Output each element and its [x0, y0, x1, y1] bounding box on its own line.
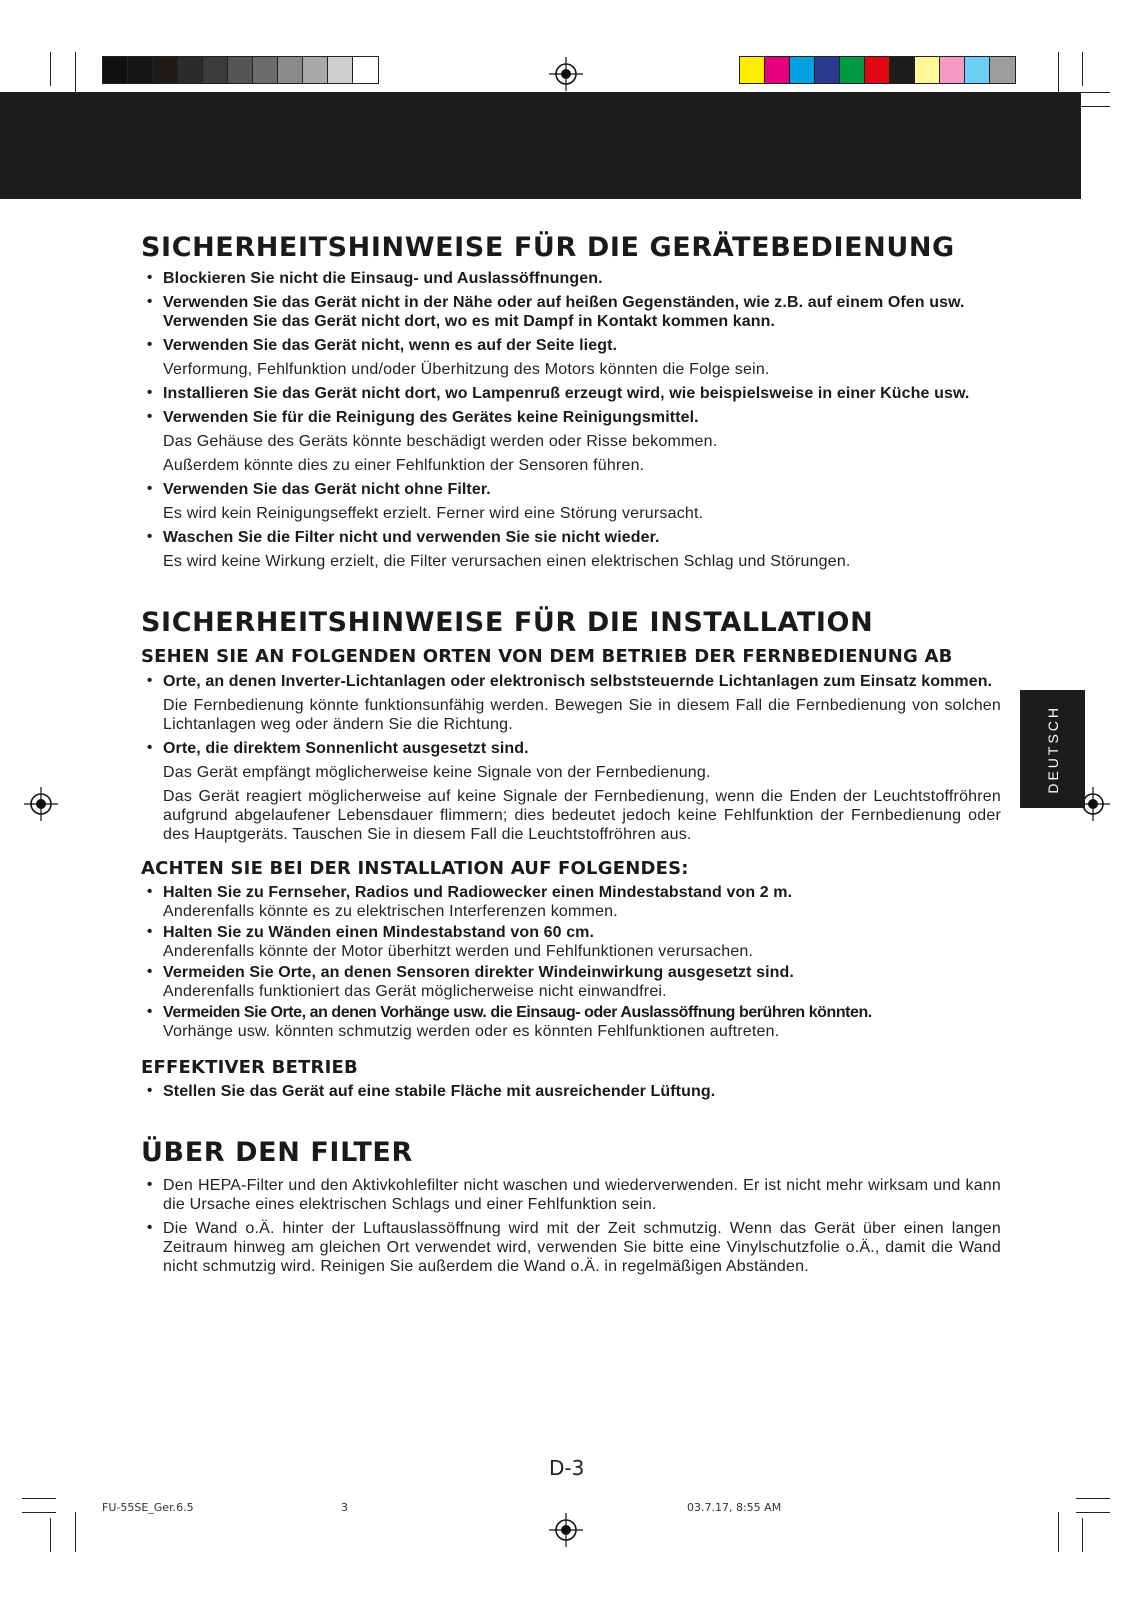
list-item: • Die Wand o.Ä. hinter der Luftauslassöffnung wird mit der Zeit schmutzig. Wenn das Gerät über einen langen Zeitraum hinweg am gleichen Ort verwendet wird, verwenden Sie bitte eine Vinylschutzfolie o.Ä., damit die Wand nicht schmutzig wird. Reinigen Sie außerdem die Wand o.Ä. in regelmäßigen Abständen. [147, 1219, 1001, 1275]
list-item: • Verwenden Sie das Gerät nicht, wenn es auf der Seite liegt. Verformung, Fehlfunktion und/oder Überhitzung des Motors könnten die Folge sein. [147, 336, 770, 378]
page-number: D-3 [549, 1456, 585, 1480]
list-item: • Verwenden Sie das Gerät nicht in der Nähe oder auf heißen Gegenständen, wie z.B. auf einem Ofen usw. Verwenden Sie das Gerät nicht dort, wo es mit Dampf in Kontakt kommen kann. [147, 293, 965, 330]
list-item: • Vermeiden Sie Orte, an denen Vorhänge usw. die Einsaug- oder Auslassöffnung berühren könnten. Vorhänge usw. könnten schmutzig werden oder es könnten Fehlfunktionen auftreten. [147, 1003, 872, 1040]
bullet: • [147, 672, 153, 689]
grayscale-swatch [178, 57, 203, 83]
list-item: • Halten Sie zu Wänden einen Mindestabstand von 60 cm. Anderenfalls könnte der Motor überhitzt werden und Fehlfunktionen verursachen. [147, 923, 754, 960]
list-item: • Verwenden Sie das Gerät nicht ohne Filter. Es wird kein Reinigungseffekt erzielt. Ferner wird eine Störung verursacht. [147, 480, 704, 522]
effective-operation-list [141, 1082, 1001, 1101]
list-item: • Stellen Sie das Gerät auf eine stabile Fläche mit ausreichender Lüftung. [147, 1082, 716, 1100]
crosshair-target-icon [24, 787, 58, 821]
grayscale-swatch [103, 57, 128, 83]
list-item: • Orte, an denen Inverter-Lichtanlagen oder elektronisch selbststeuernde Lichtanlagen zum Einsatz kommen. Die Fernbedienung könnte funktionsunfähig werden. Bewegen Sie in diesem Fall die Fernbedienung von solchen Lichtanlagen weg oder ändern Sie die Richtung. [147, 672, 1001, 733]
language-tab-label: DEUTSCH [1044, 704, 1061, 794]
bullet: • [147, 336, 153, 353]
list-item: • Den HEPA-Filter und den Aktivkohlefilter nicht waschen und wiederverwenden. Er ist nicht mehr wirksam und kann die Ursache eines elektrischen Schlags und einer Fehlfunktion sein. [147, 1176, 1001, 1213]
grayscale-swatch [228, 57, 253, 83]
operation-safety-list [141, 269, 1001, 571]
color-swatch [765, 57, 790, 83]
list-item: • Blockieren Sie nicht die Einsaug- und Auslassöffnungen. [147, 269, 603, 287]
grayscale-swatch [153, 57, 178, 83]
grayscale-swatch [278, 57, 303, 83]
color-calibration-bar [739, 56, 1016, 84]
grayscale-calibration-bar [102, 56, 379, 84]
bullet: • [147, 1082, 153, 1099]
grayscale-swatch [303, 57, 328, 83]
bullet: • [147, 1003, 153, 1020]
bullet: • [147, 963, 153, 980]
bullet: • [147, 1219, 153, 1236]
footer-datetime: 03.7.17, 8:55 AM [687, 1501, 782, 1514]
color-swatch [890, 57, 915, 83]
color-swatch [790, 57, 815, 83]
filter-list [141, 1176, 1001, 1276]
color-swatch [965, 57, 990, 83]
subsection-title-remote-control: SEHEN SIE AN FOLGENDEN ORTEN VON DEM BETRIEB DER FERNBEDIENUNG AB [141, 646, 953, 667]
subsection-title-effective-operation: EFFEKTIVER BETRIEB [141, 1057, 358, 1078]
color-swatch [940, 57, 965, 83]
grayscale-swatch [203, 57, 228, 83]
section-title-operation-safety: SICHERHEITSHINWEISE FÜR DIE GERÄTEBEDIENUNG [141, 232, 955, 263]
bullet: • [147, 883, 153, 900]
footer-page: 3 [341, 1501, 348, 1514]
installation-list [141, 883, 1001, 1041]
header-band [0, 92, 1081, 199]
language-tab [1020, 690, 1085, 808]
color-swatch [815, 57, 840, 83]
list-item: • Vermeiden Sie Orte, an denen Sensoren direkter Windeinwirkung ausgesetzt sind. Anderenfalls funktioniert das Gerät möglicherweise nicht einwandfrei. [147, 963, 794, 1000]
list-item: • Orte, die direktem Sonnenlicht ausgesetzt sind. Das Gerät empfängt möglicherweise keine Signale von der Fernbedienung. Das Gerät reagiert möglicherweise auf keine Signale der Fernbedienung, wenn die Enden der Leuchtstoffröhren aufgrund abgelaufener Lebensdauer flimmern; dies bedeutet jedoch keine Fehlfunktion der Fernbedienung oder des Hauptgeräts. Tauschen Sie in diesem Fall die Leuchtstoffröhren aus. [147, 739, 1001, 843]
color-swatch [840, 57, 865, 83]
color-swatch [865, 57, 890, 83]
bullet: • [147, 480, 153, 497]
crosshair-target-icon [549, 1513, 583, 1547]
grayscale-swatch [328, 57, 353, 83]
bullet: • [147, 408, 153, 425]
bullet: • [147, 384, 153, 401]
color-swatch [740, 57, 765, 83]
list-item: • Halten Sie zu Fernseher, Radios und Radiowecker einen Mindestabstand von 2 m. Anderenfalls könnte es zu elektrischen Interferenzen kommen. [147, 883, 793, 920]
list-item: • Installieren Sie das Gerät nicht dort, wo Lampenruß erzeugt wird, wie beispielsweise in einer Küche usw. [147, 384, 970, 402]
bullet: • [147, 269, 153, 286]
list-item: • Verwenden Sie für die Reinigung des Gerätes keine Reinigungsmittel. Das Gehäuse des Geräts könnte beschädigt werden oder Risse bekommen. Außerdem könnte dies zu einer Fehlfunktion der Sensoren führen. [147, 408, 718, 474]
bullet: • [147, 528, 153, 545]
grayscale-swatch [128, 57, 153, 83]
color-swatch [915, 57, 940, 83]
section-title-filter: ÜBER DEN FILTER [141, 1137, 413, 1168]
grayscale-swatch [253, 57, 278, 83]
bullet: • [147, 739, 153, 756]
bullet: • [147, 923, 153, 940]
bullet: • [147, 1176, 153, 1193]
grayscale-swatch [353, 57, 378, 83]
bullet: • [147, 293, 153, 310]
list-item: • Waschen Sie die Filter nicht und verwenden Sie sie nicht wieder. Es wird keine Wirkung erzielt, die Filter verursachen einen elektrischen Schlag und Störungen. [147, 528, 851, 570]
remote-control-list [141, 672, 1001, 844]
main-content [141, 232, 1001, 1276]
color-swatch [990, 57, 1015, 83]
section-title-installation-safety: SICHERHEITSHINWEISE FÜR DIE INSTALLATION [141, 607, 874, 638]
subsection-title-installation: ACHTEN SIE BEI DER INSTALLATION AUF FOLGENDES: [141, 858, 689, 879]
footer-filename: FU-55SE_Ger.6.5 [102, 1501, 194, 1514]
crosshair-target-icon [549, 57, 583, 91]
